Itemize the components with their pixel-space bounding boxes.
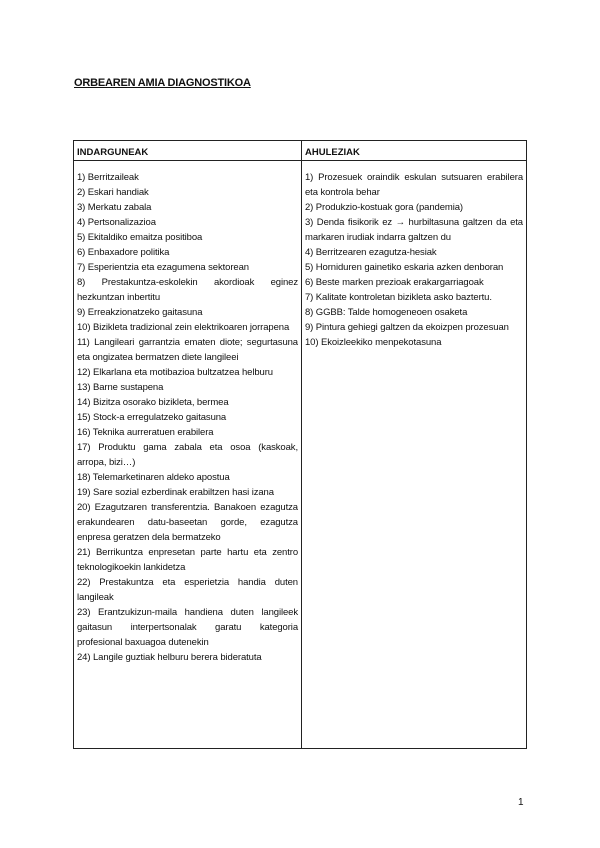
strength-item: 2) Eskari handiak [77,187,149,198]
strength-item: 8) Prestakuntza-eskolekin akordioak eginez hezkuntzan inbertitu [77,277,298,303]
swot-table [73,140,527,749]
strength-item: 15) Stock-a erregulatzeko gaitasuna [77,412,227,423]
strength-item: 1) Berritzaileak [77,172,139,183]
weakness-item: 9) Pintura gehiegi galtzen da ekoizpen prozesuan [305,322,509,333]
weakness-item: 10) Ekoizleekiko menpekotasuna [305,337,442,348]
page-number: 1 [518,797,524,808]
strength-item: 12) Elkarlana eta motibazioa bultzatzea helburu [77,367,273,378]
strength-item: 4) Pertsonalizazioa [77,217,156,228]
strength-item: 10) Bizikleta tradizional zein elektrikoaren jorrapena [77,322,290,333]
weakness-item: 7) Kalitate kontroletan bizikleta asko baztertu. [305,292,492,303]
weakness-item: 5) Horniduren gainetiko eskaria azken denboran [305,262,504,273]
strength-item: 17) Produktu gama zabala eta osoa (kaskoak, arropa, bizi…) [77,442,298,468]
strengths-header: INDARGUNEAK [74,141,301,161]
weakness-item: 4) Berritzearen ezagutza-hesiak [305,247,437,258]
strength-item: 9) Erreakzionatzeko gaitasuna [77,307,203,318]
strength-item: 18) Telemarketinaren aldeko apostua [77,472,230,483]
strength-item: 16) Teknika aurreratuen erabilera [77,427,214,438]
strengths-column [74,141,302,748]
strength-item: 11) Langileari garrantzia ematen diote; segurtasuna eta ongizatea bermatzen diete langileei [77,337,298,363]
strength-item: 14) Bizitza osorako bizikleta, bermea [77,397,229,408]
strength-item: 3) Merkatu zabala [77,202,152,213]
strength-item: 19) Sare sozial ezberdinak erabiltzen hasi izana [77,487,274,498]
strength-item: 21) Berrikuntza enpresetan parte hartu eta zentro teknologikoekin lankidetza [77,547,298,573]
weaknesses-column [302,141,526,748]
strength-item: 5) Ekitaldiko emaitza positiboa [77,232,203,243]
strength-item: 23) Erantzukizun-maila handiena duten langileek gaitasun interpertsonalak garatu kategoria profesional baxuagoa dutenekin [77,607,298,648]
weaknesses-header: AHULEZIAK [302,141,526,161]
strength-item: 24) Langile guztiak helburu berera bideratuta [77,652,262,663]
weakness-item: 1) Prozesuek oraindik eskulan sutsuaren erabilera eta kontrola behar [305,172,523,198]
strengths-list [74,161,301,665]
weaknesses-list [302,161,526,350]
strength-item: 13) Barne sustapena [77,382,164,393]
weakness-item: 2) Produkzio-kostuak gora (pandemia) [305,202,463,213]
strength-item: 22) Prestakuntza eta esperietzia handia duten langileak [77,577,298,603]
strength-item: 6) Enbaxadore politika [77,247,170,258]
weakness-item: 6) Beste marken prezioak erakargarriagoak [305,277,484,288]
strength-item: 20) Ezagutzaren transferentzia. Banakoen ezagutza erakundearen datu-baseetan gorde, ezagutza enpresa geratzen dela bermatzeko [77,502,298,543]
weakness-item: 3) Denda fisikorik ez → hurbiltasuna galtzen da eta markaren irudiak indarra galtzen du [305,217,523,243]
weakness-item: 8) GGBB: Talde homogeneoen osaketa [305,307,468,318]
page-title: ORBEAREN AMIA DIAGNOSTIKOA [74,77,251,89]
strength-item: 7) Esperientzia eta ezagumena sektorean [77,262,249,273]
